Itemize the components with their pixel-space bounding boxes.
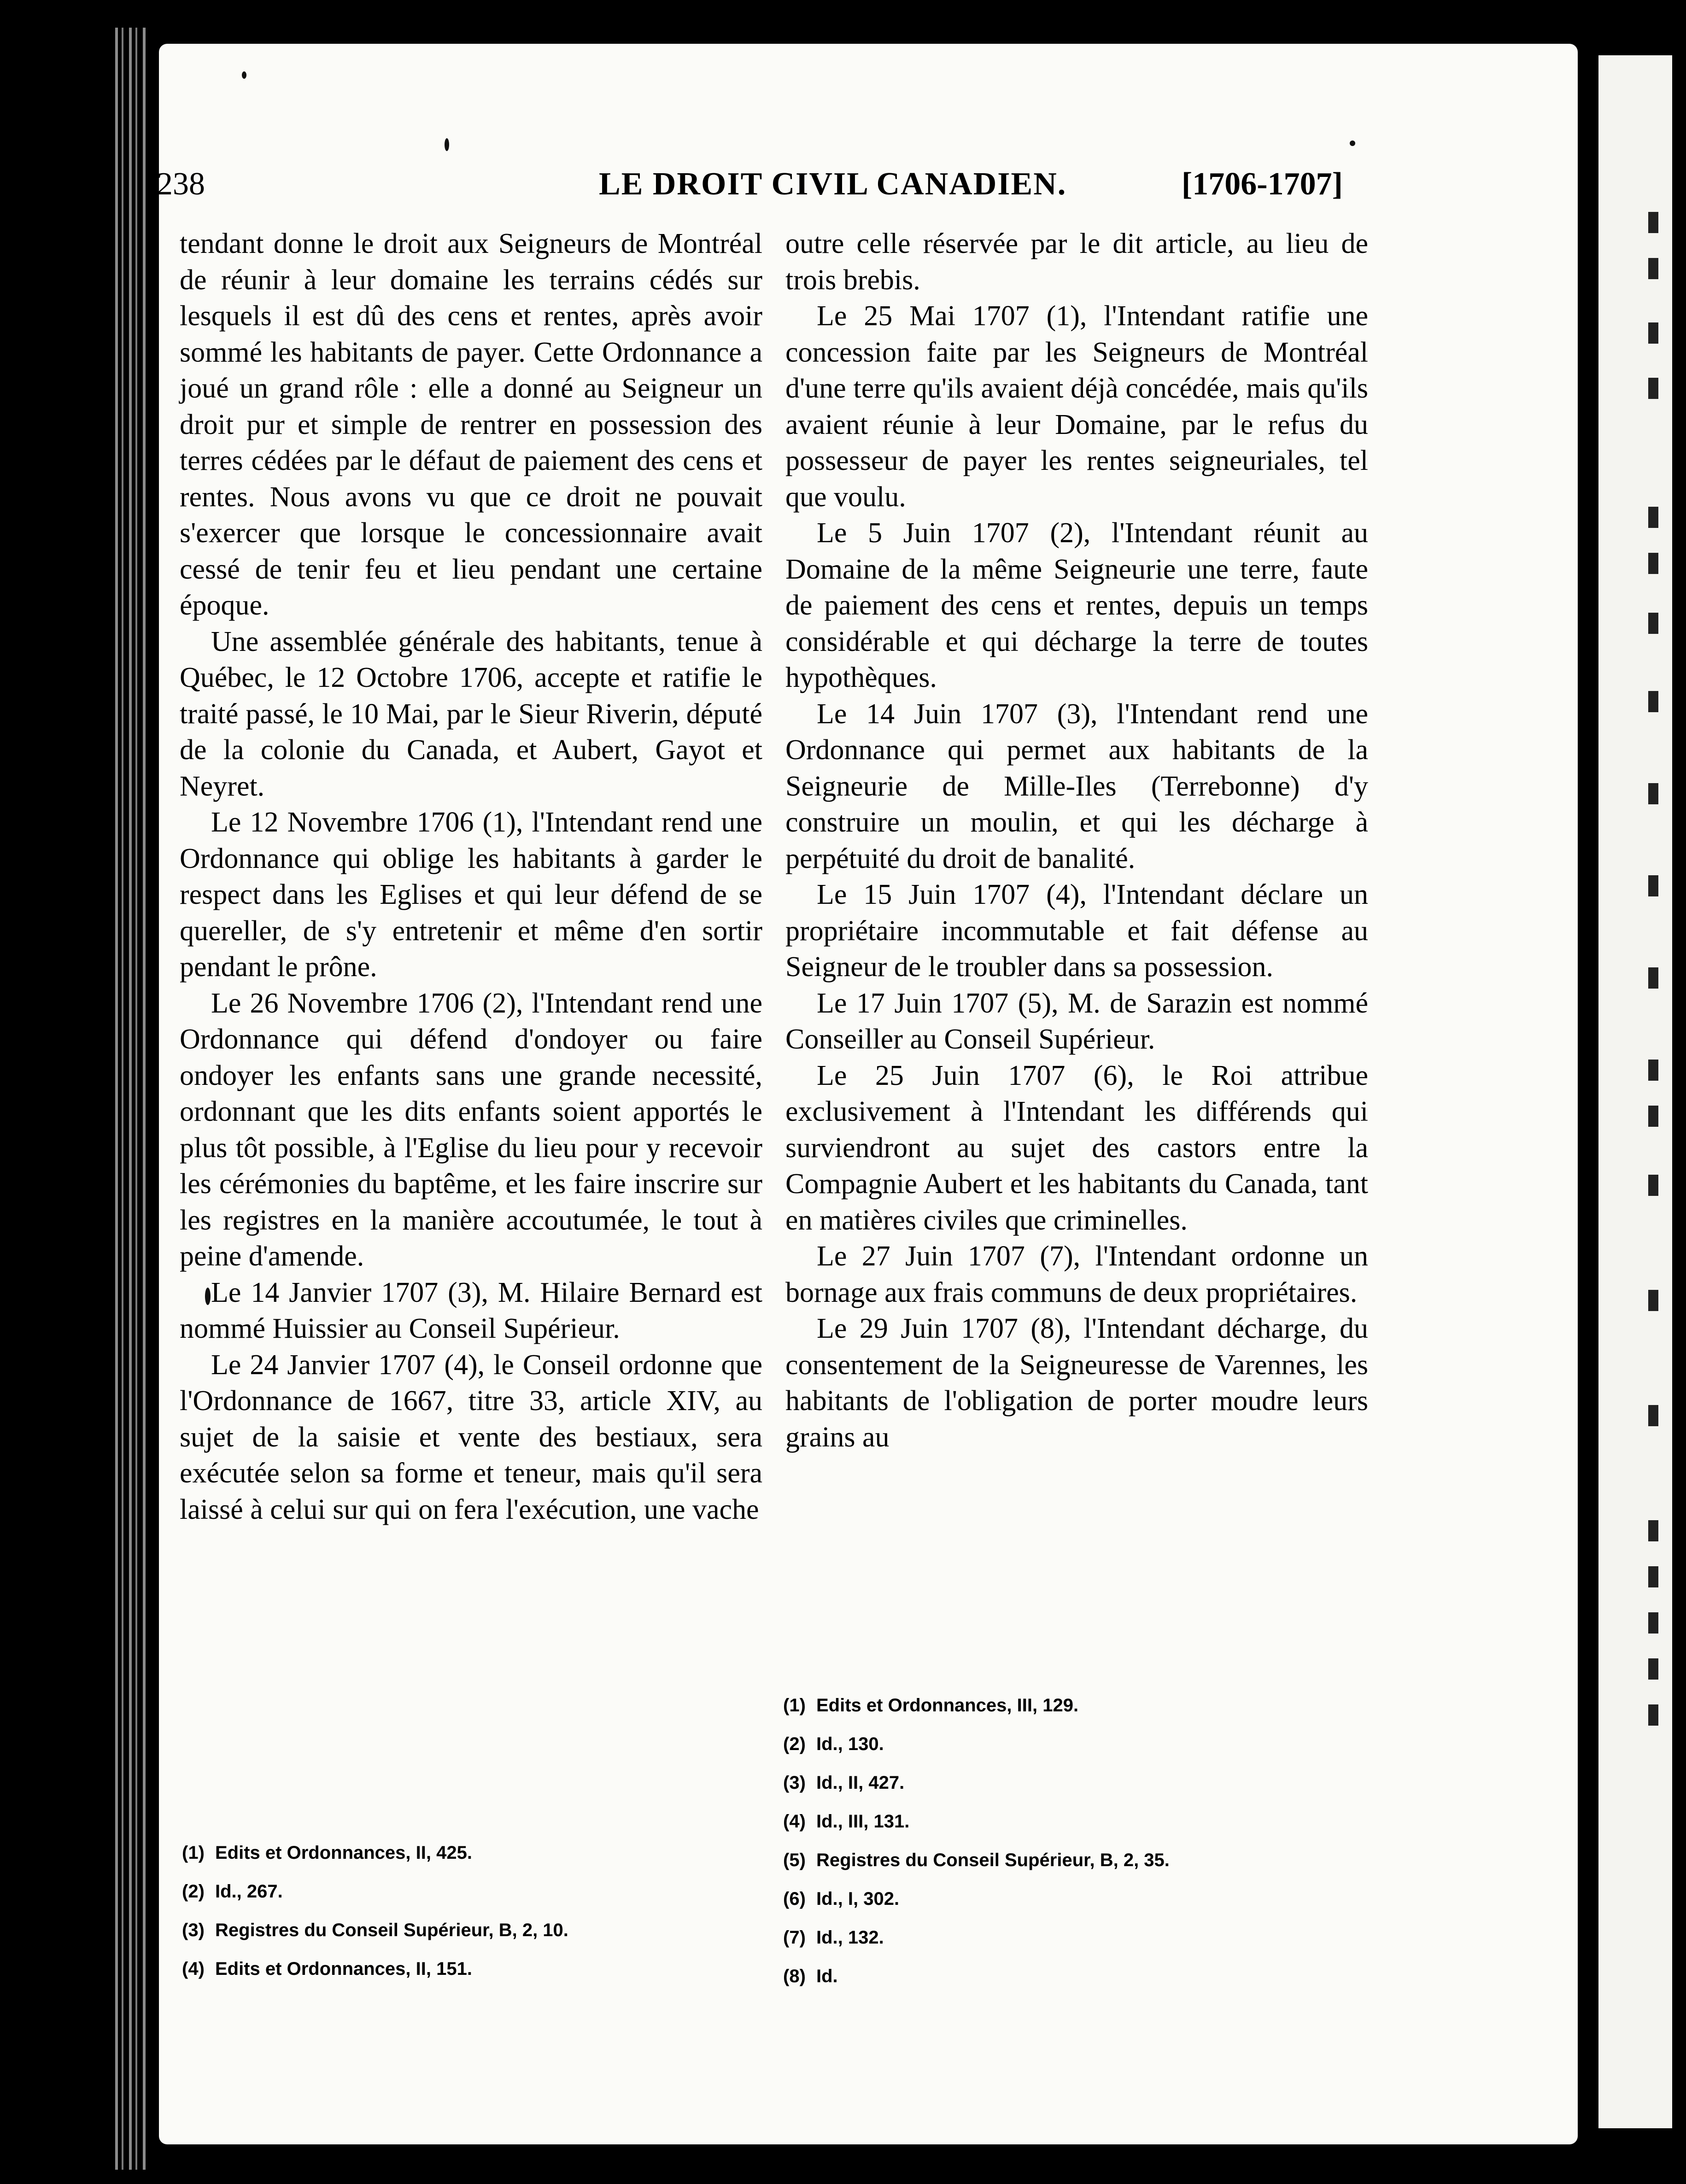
paragraph: Le 29 Juin 1707 (8), l'Intendant décharge, du consentement de la Seigneuresse de Varennes, les habitants de l'obligation de porter moudre leurs grains au (785, 1313, 1368, 1453)
footnote-text: Id., III, 131. (816, 1811, 910, 1832)
adjacent-page-fragment (1648, 1612, 1658, 1634)
adjacent-page-fragment (1648, 322, 1658, 344)
adjacent-page-fragment (1648, 553, 1658, 574)
scan-left-edge (115, 28, 147, 2170)
footnote-label: (3) (182, 1920, 205, 1940)
adjacent-page-fragment (1648, 613, 1658, 634)
footnote-text: Edits et Ordonnances, III, 129. (816, 1695, 1079, 1716)
adjacent-page-fragment (1648, 1704, 1658, 1726)
adjacent-page-fragment (1648, 1658, 1658, 1680)
footnote-text: Id., II, 427. (816, 1773, 905, 1793)
paragraph: Le 26 Novembre 1706 (2), l'Intendant rend une Ordonnance qui défend d'ondoyer ou faire ondoyer les enfants sans une grande necessité, ordonnant que les dits enfants soient apportés le plus tôt possible, à l'Eglise du lieu pour y recevoir les cérémonies du baptême, et les faire inscrire sur les registres en la manière accoutumée, le tout à peine d'amende. (180, 987, 762, 1272)
footnote (182, 1833, 735, 1872)
footnote (783, 1763, 1336, 1802)
paragraph: Le 24 Janvier 1707 (4), le Conseil ordonne que l'Ordonnance de 1667, titre 33, article XIV, au sujet de la saisie et vente des bestiaux, sera exécutée selon sa forme et teneur, mais qu'il sera laissé à celui sur qui on fera l'exécution, une vache (180, 1349, 762, 1525)
scan-speck (242, 71, 246, 79)
adjacent-page-fragment (1648, 967, 1658, 989)
paragraph: Le 25 Mai 1707 (1), l'Intendant ratifie une concession faite par les Seigneurs de Montréal d'une terre qu'ils avaient déjà concédée, mais qu'ils avaient réunie à leur Domaine, par le refus du possesseur de payer les rentes seigneuriales, tel que voulu. (785, 300, 1368, 513)
footnote-label: (4) (182, 1959, 205, 1979)
footnote (783, 1957, 1336, 1996)
paragraph: outre celle réservée par le dit article, au lieu de trois brebis. (785, 228, 1368, 296)
adjacent-page-fragment (1648, 258, 1658, 279)
adjacent-page-fragment (1648, 875, 1658, 896)
paragraph: tendant donne le droit aux Seigneurs de Montréal de réunir à leur domaine les terrains cédés sur lesquels il est dû des cens et rentes, après avoir sommé les habitants de payer. Cette Ordonnance a joué un grand rôle : elle a donné au Seigneur un droit pur et simple de rentrer en possession des terres cédées par le défaut de paiement des cens et rentes. Nous avons vu que ce droit ne pouvait s'exercer que lorsque le concessionnaire avait cessé de tenir feu et lieu pendant une certaine époque. (180, 228, 762, 621)
footnote-label: (2) (182, 1881, 205, 1902)
adjacent-page-fragment (1648, 1405, 1658, 1426)
adjacent-page-fragment (1648, 1566, 1658, 1587)
paragraph: Le 27 Juin 1707 (7), l'Intendant ordonne un bornage aux frais communs de deux propriétaires. (785, 1241, 1368, 1308)
footnote-text: Registres du Conseil Supérieur, B, 2, 10. (215, 1920, 568, 1940)
adjacent-page-strip (1598, 55, 1672, 2128)
footnote (182, 1872, 735, 1911)
paragraph: Le 25 Juin 1707 (6), le Roi attribue exclusivement à l'Intendant les différends qui surviendront au sujet des castors entre la Compagnie Aubert et les habitants du Canada, tant en matières civiles que criminelles. (785, 1060, 1368, 1236)
footnote (783, 1725, 1336, 1763)
footnote-label: (3) (783, 1773, 806, 1793)
footnote-text: Registres du Conseil Supérieur, B, 2, 35. (816, 1850, 1170, 1870)
footnote-text: Id., 267. (215, 1881, 283, 1902)
adjacent-page-fragment (1648, 1060, 1658, 1081)
paragraph: Le 5 Juin 1707 (2), l'Intendant réunit au Domaine de la même Seigneurie une terre, faute de paiement des cens et rentes, depuis un temps considérable et qui décharge la terre de toutes hypothèques. (785, 517, 1368, 693)
footnote-label: (6) (783, 1889, 806, 1909)
footnote-label: (7) (783, 1927, 806, 1948)
paragraph: Le 14 Janvier 1707 (3), M. Hilaire Bernard est nommé Huissier au Conseil Supérieur. (180, 1276, 762, 1344)
adjacent-page-fragment (1648, 212, 1658, 233)
footnote-text: Edits et Ordonnances, II, 425. (215, 1843, 472, 1863)
adjacent-page-fragment (1648, 783, 1658, 804)
paragraph: Une assemblée générale des habitants, tenue à Québec, le 12 Octobre 1706, accepte et ratifie le traité passé, le 10 Mai, par le Sieur Riverin, député de la colonie du Canada, et Aubert, Gayot et Neyret. (180, 626, 762, 802)
right-column (785, 226, 1368, 1455)
footnote-label: (5) (783, 1850, 806, 1870)
adjacent-page-fragment (1648, 507, 1658, 528)
footnote-label: (8) (783, 1966, 806, 1986)
footnote (182, 1950, 735, 1988)
footnote-text: Id. (816, 1966, 838, 1986)
date-range: [1706-1707] (1182, 166, 1343, 202)
scan-speck (1350, 141, 1355, 146)
footnote (783, 1686, 1336, 1725)
footnotes-left (182, 1833, 735, 1988)
footnotes-right (783, 1686, 1336, 1996)
footnote-label: (4) (783, 1811, 806, 1832)
footnote-label: (1) (182, 1843, 205, 1863)
footnote (783, 1880, 1336, 1918)
paragraph: Le 15 Juin 1707 (4), l'Intendant déclare un propriétaire incommutable et fait défense au Seigneur de le troubler dans sa possession. (785, 879, 1368, 983)
footnote-label: (2) (783, 1734, 806, 1754)
adjacent-page-fragment (1648, 1520, 1658, 1541)
adjacent-page-fragment (1648, 1290, 1658, 1311)
footnote (783, 1918, 1336, 1957)
footnote-text: Edits et Ordonnances, II, 151. (215, 1959, 472, 1979)
footnote-text: Id., 132. (816, 1927, 884, 1948)
running-title: LE DROIT CIVIL CANADIEN. (599, 166, 1067, 202)
adjacent-page-fragment (1648, 378, 1658, 399)
paragraph: Le 12 Novembre 1706 (1), l'Intendant rend une Ordonnance qui oblige les habitants à garder le respect dans les Eglises et qui leur défend de se quereller, de s'y entretenir et même d'en sortir pendant le prône. (180, 807, 762, 983)
page-number: 238 (157, 166, 205, 202)
adjacent-page-fragment (1648, 1175, 1658, 1196)
footnote (182, 1911, 735, 1950)
adjacent-page-fragment (1648, 691, 1658, 712)
left-column (180, 226, 762, 1528)
scan-speck (445, 138, 449, 151)
footnote (783, 1802, 1336, 1841)
footnote-text: Id., I, 302. (816, 1889, 900, 1909)
footnote-label: (1) (783, 1695, 806, 1716)
footnote (783, 1841, 1336, 1880)
paragraph: Le 17 Juin 1707 (5), M. de Sarazin est nommé Conseiller au Conseil Supérieur. (785, 987, 1368, 1055)
paragraph: Le 14 Juin 1707 (3), l'Intendant rend une Ordonnance qui permet aux habitants de la Seigneurie de Mille-Iles (Terrebonne) d'y construire un moulin, et qui les décharge à perpétuité du droit de banalité. (785, 698, 1368, 874)
adjacent-page-fragment (1648, 1106, 1658, 1127)
footnote-text: Id., 130. (816, 1734, 884, 1754)
